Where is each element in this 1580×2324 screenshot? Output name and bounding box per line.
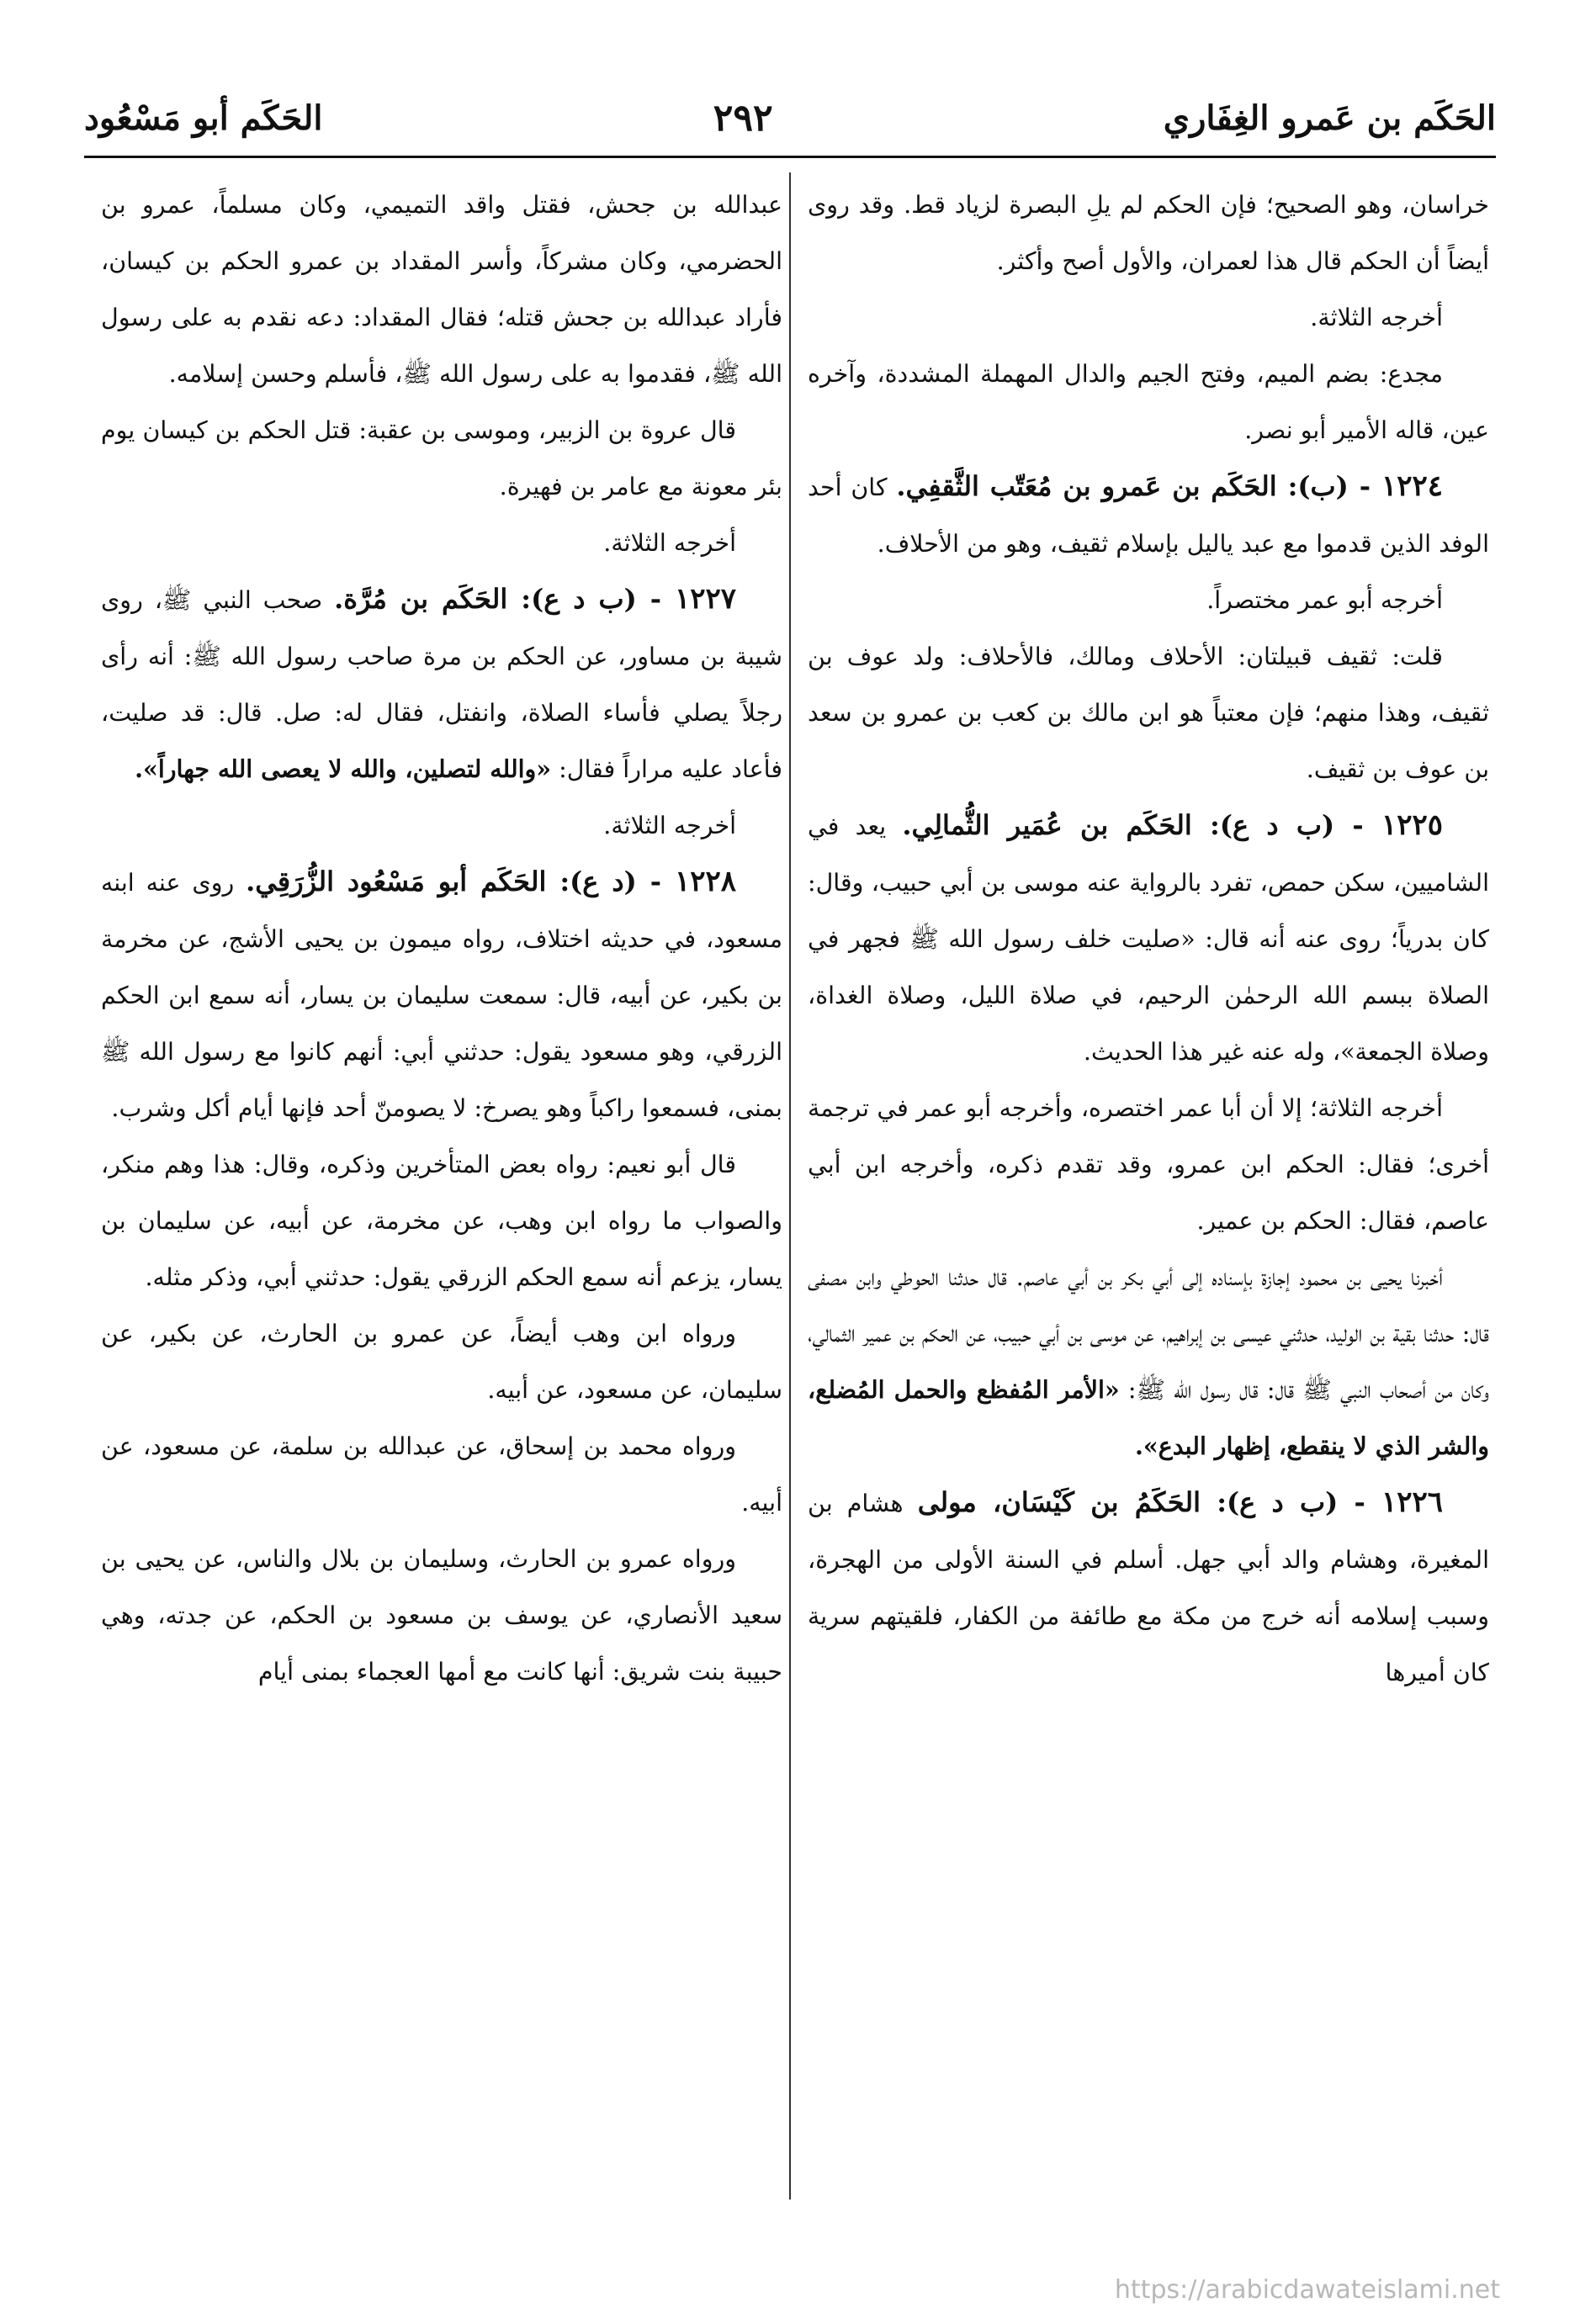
- paragraph: ورواه محمد بن إسحاق، عن عبدالله بن سلمة، عن مسعود، عن أبيه.: [101, 1432, 782, 1517]
- entry-1226: [808, 1474, 1489, 1701]
- left-column: [101, 177, 782, 2195]
- entry-text: هشام بن المغيرة، وهشام والد أبي جهل. أسلم في السنة الأولى من الهجرة، وسبب إسلامه أنه خرج من مكة مع طائفة من الكفار، فلقيتهم سرية كان أميرها: [808, 1490, 1489, 1686]
- hadith-quote: «والله لتصلين، والله لا يعصى الله جهاراً».: [135, 754, 552, 783]
- paragraph: خراسان، وهو الصحيح؛ فإن الحكم لم يلِ البصرة لزياد قط. وقد روى أيضاً أن الحكم قال هذا لعمران، والأول أصح وأكثر.: [808, 191, 1489, 275]
- right-column: [808, 177, 1489, 2195]
- entry-1228: [101, 854, 782, 1136]
- paragraph-text: أخبرنا يحيى بن محمود إجازة بإسناده إلى أبي بكر بن أبي عاصم. قال حدثنا الحوطي وابن مصفى قال: حدثنا بقية بن الوليد، حدثني عيسى بن إبراهيم، عن موسى بن أبي حبيب، عن الحكم بن عمير الثمالي، وكان من أصحاب النبي ﷺ قال: قال رسول الله ﷺ:: [808, 1263, 1489, 1404]
- entry-number: ١٢٢٧: [674, 582, 737, 616]
- entry-text: يعد في الشاميين، سكن حمص، تفرد بالرواية عنه موسى بن أبي حبيب، وقال: كان بدرياً؛ روى عنه أنه قال: «صليت خلف رسول الله ﷺ فجهر في الصلاة ببسم الله الرحمٰن الرحيم، في صلاة الليل، وصلاة الغداة، وصلاة الجمعة»، وله عنه غير هذا الحديث.: [808, 813, 1489, 1066]
- paragraph: قال أبو نعيم: رواه بعض المتأخرين وذكره، وقال: هذا وهم منكر، والصواب ما رواه ابن وهب، عن مخرمة، عن أبيه، عن سليمان بن يسار، يزعم أنه سمع الحكم الزرقي يقول: حدثني أبي، وذكر مثله.: [101, 1151, 782, 1291]
- paragraph: أخرجه الثلاثة.: [603, 529, 736, 557]
- entry-text: كان أحد الوفد الذين قدموا مع عبد ياليل بإسلام ثقيف، وهو من الأحلاف.: [808, 474, 1489, 558]
- entry-heading: - (ب د ع): الحَكَمُ بن كَيْسَان، مولى: [917, 1486, 1381, 1518]
- entry-number: ١٢٢٦: [1381, 1485, 1444, 1519]
- watermark-url: https://arabicdawateislami.net: [1114, 2275, 1500, 2305]
- page-header: [84, 80, 1496, 158]
- page-number: ٢٩٢: [713, 96, 773, 140]
- entry-heading: - (ب): الحَكَم بن عَمرو بن مُعَتّب الثَّقفِي.: [896, 470, 1381, 502]
- paragraph: قلت: ثقيف قبيلتان: الأحلاف ومالك، فالأحلاف: ولد عوف بن ثقيف، وهذا منهم؛ فإن معتباً هو ابن مالك بن كعب بن عمرو بن سعد بن عوف بن ثقيف.: [808, 643, 1489, 783]
- entry-1224: [808, 458, 1489, 572]
- paragraph: قال عروة بن الزبير، وموسى بن عقبة: قتل الحكم بن كيسان يوم بئر معونة مع عامر بن فهيرة.: [101, 416, 782, 500]
- entry-number: ١٢٢٨: [674, 865, 736, 898]
- running-head-right: الحَكَم بن عَمرو الغِفَاري: [1163, 98, 1496, 138]
- entry-1227: [101, 571, 782, 797]
- paragraph: أخرجه أبو عمر مختصراً.: [1206, 586, 1443, 614]
- entry-number: ١٢٢٤: [1381, 469, 1443, 503]
- paragraph: [808, 1249, 1489, 1474]
- column-divider: [789, 172, 791, 2200]
- paragraph: ورواه ابن وهب أيضاً، عن عمرو بن الحارث، عن بكير، عن سليمان، عن مسعود، عن أبيه.: [101, 1320, 782, 1404]
- entry-heading: - (ب د ع): الحَكَم بن مُرَّة.: [334, 583, 675, 615]
- entry-text: روى عنه ابنه مسعود، في حديثه اختلاف، رواه ميمون بن يحيى الأشج، عن مخرمة بن بكير، عن أبيه، قال: سمعت سليمان بن يسار، أنه سمع ابن الحكم الزرقي، وهو مسعود يقول: حدثني أبي: أنهم كانوا مع رسول الله ﷺ بمنى، فسمعوا راكباً وهو يصرخ: لا يصومنّ أحد فإنها أيام أكل وشرب.: [101, 869, 782, 1122]
- entry-heading: - (د ع): الحَكَم أبو مَسْعُود الزُّرَقِي.: [246, 866, 675, 897]
- entry-text: صحب النبي ﷺ، روى شيبة بن مساور، عن الحكم بن مرة صاحب رسول الله ﷺ: أنه رأى رجلاً يصلي فأساء الصلاة، وانفتل، فقال له: صل. قال: قد صليت، فأعاد عليه مراراً فقال:: [101, 586, 782, 783]
- entry-1225: [808, 797, 1489, 1080]
- paragraph: ورواه عمرو بن الحارث، وسليمان بن بلال والناس، عن يحيى بن سعيد الأنصاري، عن يوسف بن مسعود بن الحكم، عن جدته، وهي حبيبة بنت شريق: أنها كانت مع أمها العجماء بمنى أيام: [101, 1545, 782, 1686]
- paragraph: أخرجه الثلاثة؛ إلا أن أبا عمر اختصره، وأخرجه أبو عمر في ترجمة أخرى؛ فقال: الحكم ابن عمرو، وقد تقدم ذكره، وأخرجه ابن أبي عاصم، فقال: الحكم بن عمير.: [808, 1094, 1489, 1235]
- hadith-quote: «الأمر المُفظع والحمل المُضلع، والشر الذي لا ينقطع، إظهار البدع».: [808, 1375, 1489, 1460]
- paragraph: أخرجه الثلاثة.: [1310, 304, 1443, 331]
- paragraph: مجدع: بضم الميم، وفتح الجيم والدال المهملة المشددة، وآخره عين، قاله الأمير أبو نصر.: [808, 360, 1489, 444]
- running-head-left: الحَكَم أبو مَسْعُود: [84, 98, 323, 138]
- entry-heading: - (ب د ع): الحَكَم بن عُمَير الثُّمالِي.: [902, 809, 1381, 841]
- paragraph: عبدالله بن جحش، فقتل واقد التميمي، وكان مسلماً، عمرو بن الحضرمي، وكان مشركاً، وأسر المقداد بن عمرو الحكم بن كيسان، فأراد عبدالله بن جحش قتله؛ فقال المقداد: دعه نقدم به على رسول الله ﷺ، فقدموا به على رسول الله ﷺ، فأسلم وحسن إسلامه.: [101, 191, 782, 388]
- paragraph: أخرجه الثلاثة.: [603, 812, 736, 839]
- entry-number: ١٢٢٥: [1381, 808, 1444, 842]
